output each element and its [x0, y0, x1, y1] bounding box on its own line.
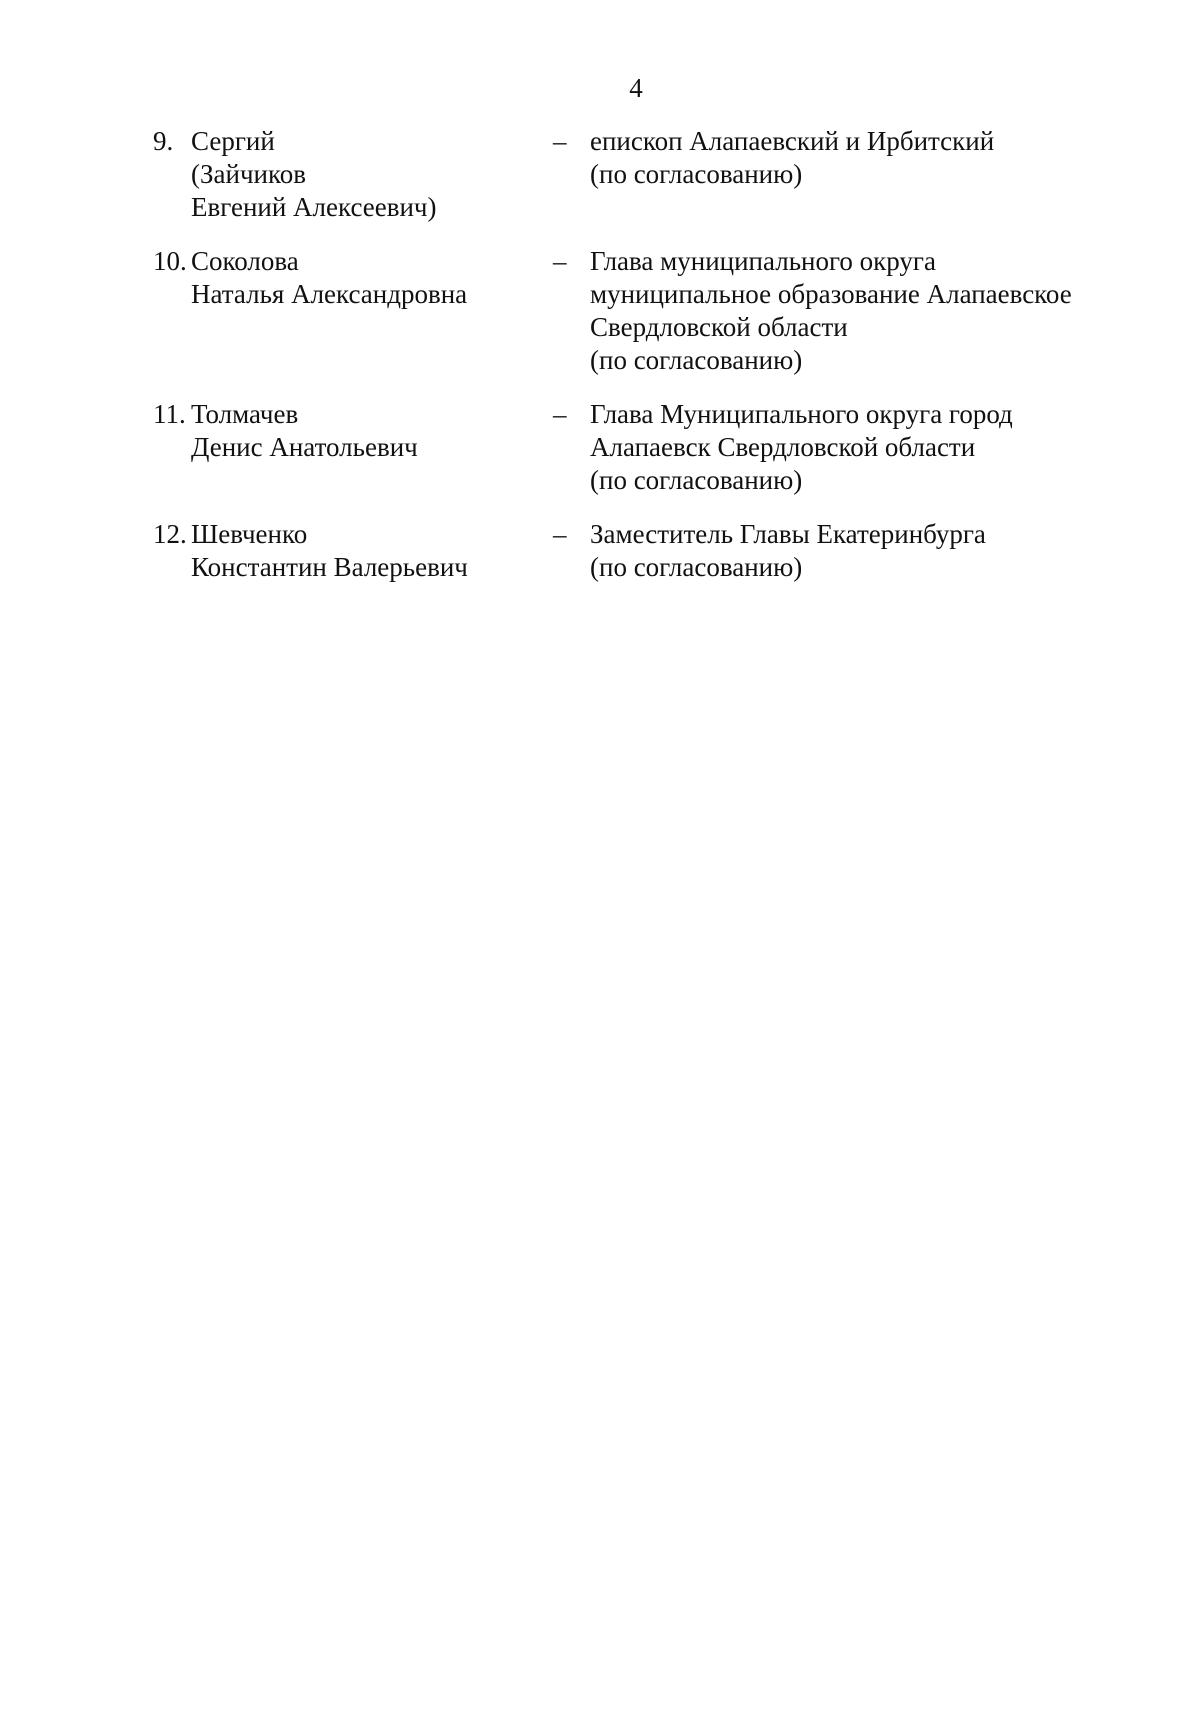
list-item: [0, 398, 1200, 497]
member-name-line: Константин Валерьевич: [191, 552, 468, 582]
member-name-line: (Зайчиков: [191, 159, 306, 189]
member-position: [590, 398, 1150, 497]
list-item: [0, 125, 1200, 224]
member-position-line: епископ Алапаевский и Ирбитский: [590, 126, 995, 156]
member-name-line: Толмачев: [191, 399, 299, 429]
page-number: 4: [629, 73, 643, 103]
member-position: [590, 518, 1150, 584]
members-list: [0, 125, 1200, 605]
dash-separator: –: [553, 399, 567, 429]
dash-separator: –: [553, 519, 567, 549]
member-position-line: Глава муниципального округа: [590, 246, 936, 276]
member-name-line: Евгений Алексеевич): [191, 192, 437, 222]
member-name: [191, 125, 561, 224]
member-position: [590, 125, 1150, 191]
member-position-line: муниципальное образование Алапаевское: [590, 279, 1072, 309]
member-name-line: Соколова: [191, 246, 299, 276]
member-position-line: (по согласованию): [590, 552, 803, 582]
member-position-line: Глава Муниципального округа город: [590, 399, 1013, 429]
member-position: [590, 245, 1150, 377]
member-name: [191, 518, 561, 584]
item-number: 9.: [153, 126, 174, 156]
member-position-line: (по согласованию): [590, 345, 803, 375]
member-name-line: Денис Анатольевич: [191, 432, 418, 462]
member-position-line: (по согласованию): [590, 159, 803, 189]
dash-separator: –: [553, 246, 567, 276]
dash-separator: –: [553, 126, 567, 156]
member-position-line: (по согласованию): [590, 465, 803, 495]
list-item: [0, 518, 1200, 584]
member-name-line: Наталья Александровна: [191, 279, 468, 309]
member-name: [191, 398, 561, 497]
member-name-line: Шевченко: [191, 519, 308, 549]
item-number: 10.: [153, 246, 187, 276]
member-position-line: Алапаевск Свердловской области: [590, 432, 976, 462]
member-name-line: Сергий: [191, 126, 275, 156]
member-position-line: Свердловской области: [590, 312, 848, 342]
item-number: 11.: [153, 399, 186, 429]
item-number: 12.: [153, 519, 187, 549]
member-position-line: Заместитель Главы Екатеринбурга: [590, 519, 986, 549]
list-item: [0, 245, 1200, 377]
member-name: [191, 245, 561, 377]
